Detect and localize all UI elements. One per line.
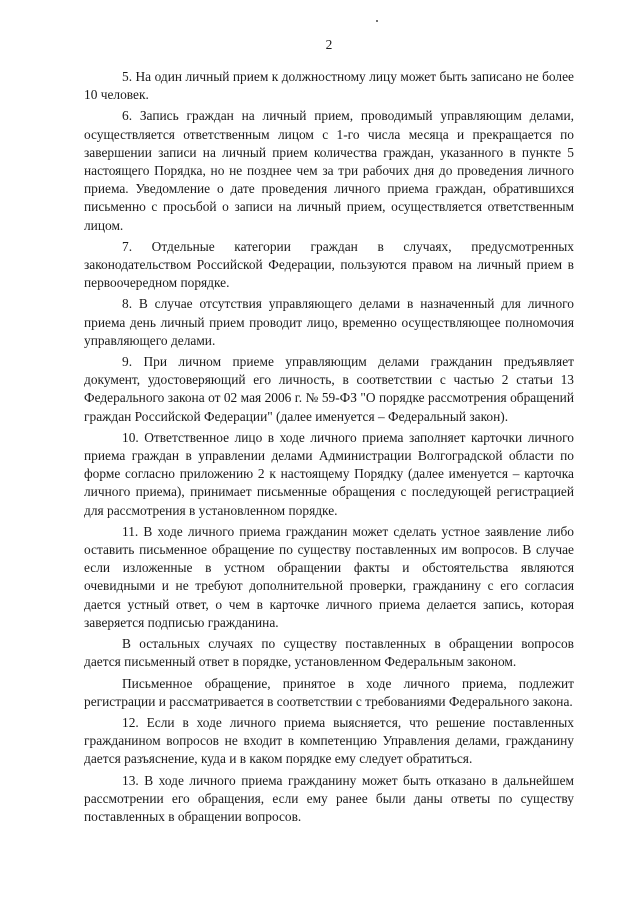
scan-artifact [376, 20, 378, 22]
paragraph-item-8: 8. В случае отсутствия управляющего делами в назначенный для личного приема день личный прием проводит лицо, временно осуществляющее полномочия управляющего делами. [84, 296, 574, 348]
paragraph-item-13: 13. В ходе личного приема гражданину может быть отказано в дальнейшем рассмотрении его обращения, если ему ранее были даны ответы по существу поставленных в обращении вопросов. [84, 772, 574, 824]
paragraph-item-12: 12. Если в ходе личного приема выясняется, что решение поставленных гражданином вопросов не входит в компетенцию Управления делами, гражданину дается разъяснение, куда и в каком порядке ему следует обратиться. [84, 714, 574, 767]
paragraph-written-answer: В остальных случаях по существу поставленных в обращении вопросов дается письменный ответ в порядке, установленном Федеральным законом. [84, 636, 574, 670]
paragraph-item-11: 11. В ходе личного приема гражданин может сделать устное заявление либо оставить письменное обращение по существу поставленных им вопросов. В случае если изложенные в устном обращении факты и обстоятельства являются очевидными и не требуют дополнительной проверки, гражданину с его согласия дается устный ответ, о чем в карточке личного приема делается запись, которая заверяется подписью гражданина. [84, 523, 574, 630]
paragraph-item-9: 9. При личном приеме управляющим делами гражданин предъявляет документ, удостоверяющий его личность, в соответствии с частью 2 статьи 13 Федерального закона от 02 мая 2006 г. № 59-ФЗ "О порядке рассмотрения обращений граждан Российской Федерации" (далее именуется – Федеральный закон). [84, 354, 574, 424]
paragraph-item-10: 10. Ответственное лицо в ходе личного приема заполняет карточки личного приема граждан в управлении делами Администрации Волгоградской области по форме согласно приложению 2 к настоящему Порядку (далее именуется – карточка личного приема), принимает письменные обращения с последующей регистрацией для рассмотрения в установленном порядке. [84, 429, 574, 518]
paragraph-item-5: 5. На один личный прием к должностному лицу может быть записано не более 10 человек. [84, 69, 574, 103]
paragraph-item-6: 6. Запись граждан на личный прием, проводимый управляющим делами, осуществляется ответственным лицом с 1-го числа месяца и прекращается по завершении записи на личный прием количества граждан, указанного в пункте 5 настоящего Порядка, но не позднее чем за три рабочих дня до проведения личного приема. Уведомление о дате проведения личного приема граждан, обратившихся письменно с просьбой о записи на личный прием, осуществляется ответственным лицом. [84, 108, 574, 233]
page-number: 2 [325, 37, 333, 52]
paragraph-written-appeal: Письменное обращение, принятое в ходе личного приема, подлежит регистрации и рассматривается в соответствии с требованиями Федерального закона. [84, 675, 574, 709]
paragraph-item-7: 7. Отдельные категории граждан в случаях, предусмотренных законодательством Российской Федерации, пользуются правом на личный прием в первоочередном порядке. [84, 238, 574, 291]
